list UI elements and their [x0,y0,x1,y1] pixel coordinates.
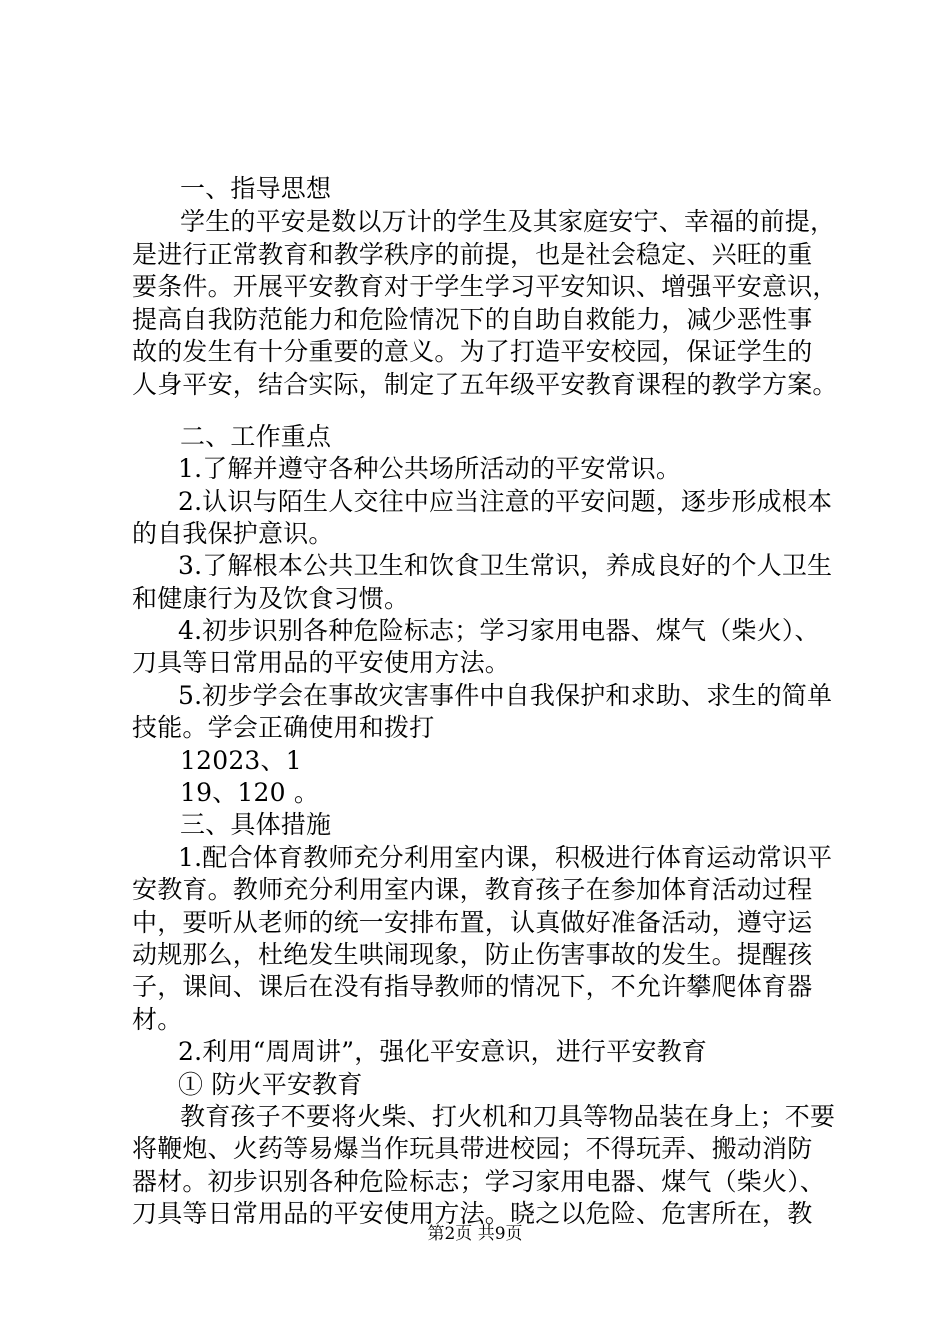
heading-specific-measures: 三、具体措施 [180,810,332,839]
sub-heading-fire-safety: ① 防火平安教育 [178,1070,363,1099]
page-footer: 第2页 共9页 [427,1224,523,1244]
list-item: 1.配合体育教师充分利用室内课，积极进行体育运动常识平 [178,843,833,872]
list-item-continuation: 刀具等日常用品的平安使用方法。 [132,648,511,677]
list-item-continuation: 安教育。教师充分利用室内课，教育孩子在参加体育活动过程 [132,875,813,904]
list-item: 2.认识与陌生人交往中应当注意的平安问题，逐步形成根本 [178,487,833,516]
list-item-continuation: 材。 [132,1005,183,1034]
phone-numbers-line: 12023、1 [180,746,302,775]
list-item: 3.了解根本公共卫生和饮食卫生常识，养成良好的个人卫生 [178,551,833,580]
paragraph-line: 器材。初步识别各种危险标志；学习家用电器、煤气（柴火）、 [132,1167,826,1196]
phone-numbers-line: 19、120 。 [180,778,320,807]
paragraph-line: 人身平安，结合实际，制定了五年级平安教育课程的教学方案。 [132,370,838,399]
paragraph-line: 是进行正常教育和教学秩序的前提，也是社会稳定、兴旺的重 [132,240,813,269]
paragraph-line: 提高自我防范能力和危险情况下的自助自救能力，减少恶性事 [132,305,813,334]
list-item-continuation: 中，要听从老师的统一安排布置，认真做好准备活动，遵守运 [132,908,813,937]
list-item: 4.初步识别各种危险标志；学习家用电器、煤气（柴火）、 [178,616,820,645]
paragraph-line: 故的发生有十分重要的意义。为了打造平安校园，保证学生的 [132,337,813,366]
list-item-continuation: 动规那么，杜绝发生哄闹现象，防止伤害事故的发生。提醒孩 [132,940,813,969]
paragraph-line: 将鞭炮、火药等易爆当作玩具带进校园；不得玩弄、搬动消防 [132,1134,813,1163]
list-item: 1.了解并遵守各种公共场所活动的平安常识。 [178,454,682,483]
list-item: 2.利用“周周讲”，强化平安意识，进行平安教育 [178,1037,708,1066]
heading-guiding-thought: 一、指导思想 [180,174,332,203]
paragraph-line: 学生的平安是数以万计的学生及其家庭安宁、幸福的前提， [180,207,836,236]
list-item-continuation: 子，课间、课后在没有指导教师的情况下，不允许攀爬体育器 [132,972,813,1001]
list-item-continuation: 的自我保护意识。 [132,519,334,548]
heading-work-focus: 二、工作重点 [180,422,332,451]
paragraph-line: 刀具等日常用品的平安使用方法。晓之以危险、危害所在，教 [132,1199,813,1228]
paragraph-line: 要条件。开展平安教育对于学生学习平安知识、增强平安意识， [132,272,838,301]
list-item-continuation: 技能。学会正确使用和拨打 [132,713,435,742]
list-item-continuation: 和健康行为及饮食习惯。 [132,584,410,613]
paragraph-line: 教育孩子不要将火柴、打火机和刀具等物品装在身上；不要 [180,1102,836,1131]
list-item: 5.初步学会在事故灾害事件中自我保护和求助、求生的简单 [178,681,833,710]
